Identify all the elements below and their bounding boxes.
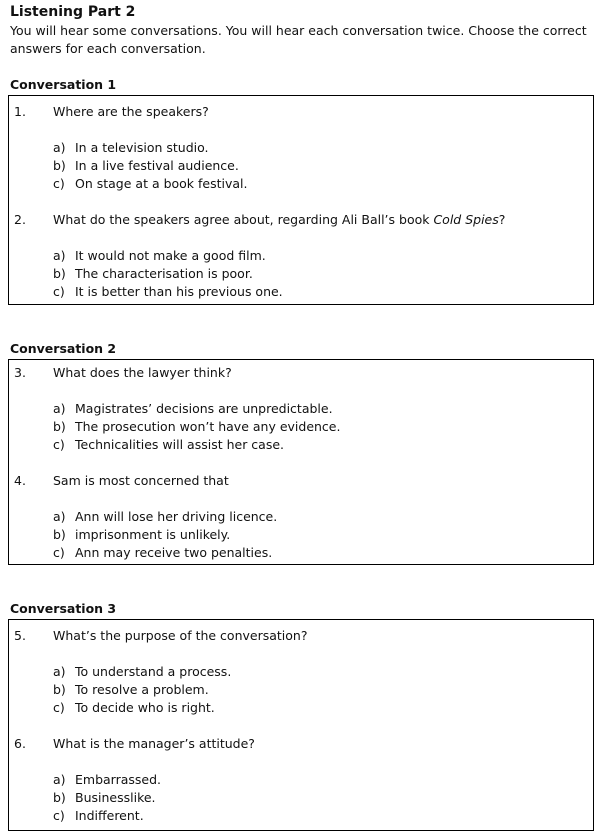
conversation-1-heading: Conversation 1 [10, 77, 117, 92]
question-number: 6. [14, 736, 26, 751]
option-letter: a) [53, 664, 66, 679]
option-a [53, 139, 573, 157]
option-text: To decide who is right. [75, 700, 215, 715]
page-title: Listening Part 2 [10, 4, 136, 20]
option-a [53, 771, 573, 789]
question-number: 1. [14, 104, 26, 119]
option-text: In a live festival audience. [75, 158, 239, 173]
option-text: It is better than his previous one. [75, 284, 283, 299]
question-2-options [53, 247, 573, 301]
option-text: To understand a process. [75, 664, 232, 679]
option-text: Ann may receive two penalties. [75, 545, 273, 560]
option-b [53, 526, 573, 544]
option-c [53, 544, 573, 562]
question-6-options [53, 771, 573, 825]
option-letter: b) [53, 682, 66, 697]
option-c [53, 436, 573, 454]
question-number: 2. [14, 212, 26, 227]
option-b [53, 681, 573, 699]
option-a [53, 400, 573, 418]
question-number: 3. [14, 365, 26, 380]
option-c [53, 175, 573, 193]
option-text: The prosecution won’t have any evidence. [75, 419, 341, 434]
option-c [53, 699, 573, 717]
option-a [53, 663, 573, 681]
question-text: What does the lawyer think? [53, 365, 232, 380]
conversation-3-heading: Conversation 3 [10, 601, 117, 616]
option-text: On stage at a book festival. [75, 176, 248, 191]
book-title: Cold Spies [433, 212, 499, 227]
option-text: In a television studio. [75, 140, 209, 155]
question-text-part: What do the speakers agree about, regarding Ali Ball’s book [53, 212, 434, 227]
option-text: Ann will lose her driving licence. [75, 509, 278, 524]
question-text-part: ? [498, 212, 506, 227]
option-text: Technicalities will assist her case. [75, 437, 285, 452]
option-letter: a) [53, 248, 66, 263]
option-letter: c) [53, 437, 65, 452]
option-letter: a) [53, 772, 66, 787]
option-text: Magistrates’ decisions are unpredictable. [75, 401, 333, 416]
option-letter: a) [53, 140, 66, 155]
option-letter: c) [53, 700, 65, 715]
question-text: Sam is most concerned that [53, 473, 229, 488]
option-b [53, 418, 573, 436]
option-letter: a) [53, 401, 66, 416]
question-1-options [53, 139, 573, 193]
question-number: 5. [14, 628, 26, 643]
option-b [53, 157, 573, 175]
option-letter: b) [53, 790, 66, 805]
question-3-options [53, 400, 573, 454]
option-letter: b) [53, 158, 66, 173]
conversation-2-heading: Conversation 2 [10, 341, 117, 356]
option-c [53, 807, 573, 825]
option-letter: b) [53, 266, 66, 281]
option-letter: b) [53, 419, 66, 434]
option-letter: c) [53, 545, 65, 560]
option-a [53, 247, 573, 265]
conversation-2-box [8, 359, 594, 565]
question-5-options [53, 663, 573, 717]
instructions: You will hear some conversations. You will hear each conversation twice. Choose the correct answers for each conversation. [10, 23, 587, 56]
option-text: Indifferent. [75, 808, 144, 823]
conversation-1-box [8, 95, 594, 305]
option-a [53, 508, 573, 526]
option-b [53, 789, 573, 807]
option-text: It would not make a good film. [75, 248, 266, 263]
option-letter: b) [53, 527, 66, 542]
option-text: The characterisation is poor. [75, 266, 253, 281]
option-text: imprisonment is unlikely. [75, 527, 231, 542]
question-4-options [53, 508, 573, 562]
option-b [53, 265, 573, 283]
option-letter: a) [53, 509, 66, 524]
option-letter: c) [53, 284, 65, 299]
question-text: Where are the speakers? [53, 104, 209, 119]
option-letter: c) [53, 808, 65, 823]
option-c [53, 283, 573, 301]
option-text: Businesslike. [75, 790, 156, 805]
question-number: 4. [14, 473, 26, 488]
question-text [53, 211, 573, 229]
option-text: Embarrassed. [75, 772, 162, 787]
question-text: What’s the purpose of the conversation? [53, 628, 308, 643]
option-letter: c) [53, 176, 65, 191]
question-text: What is the manager’s attitude? [53, 736, 255, 751]
conversation-3-box [8, 619, 594, 831]
option-text: To resolve a problem. [75, 682, 209, 697]
